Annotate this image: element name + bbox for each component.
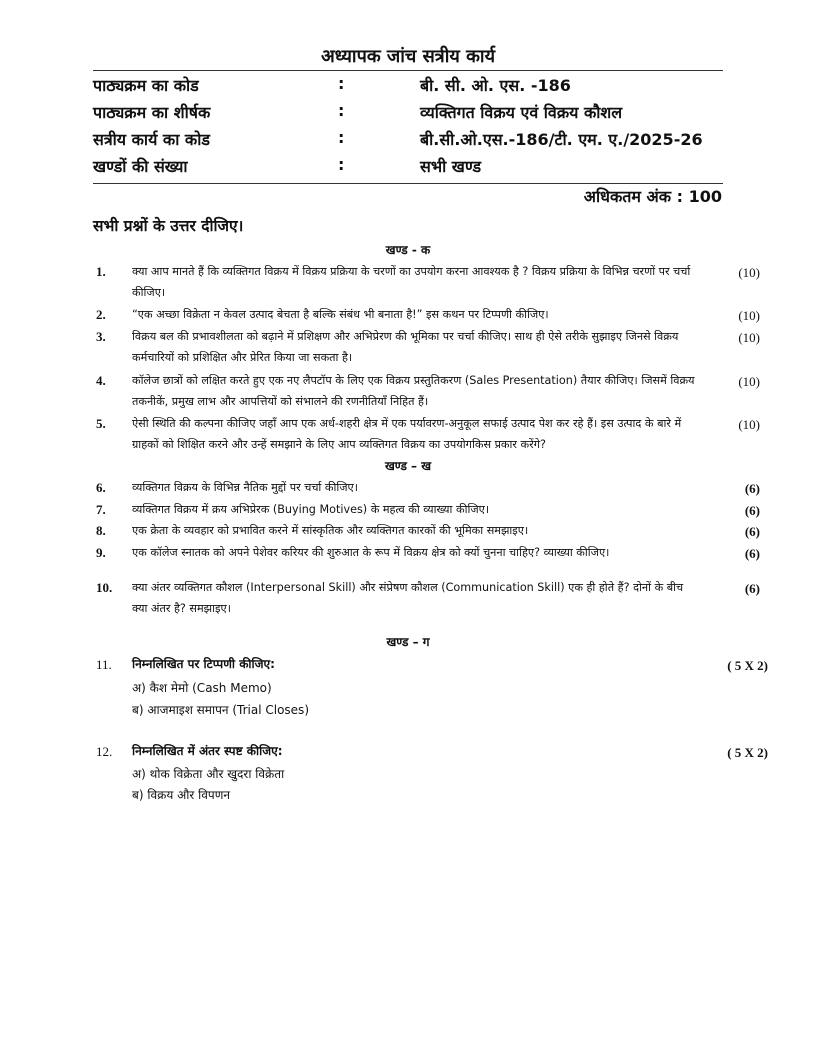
question-marks: (6) [744,524,760,539]
question-marks: (6) [744,546,760,561]
sub-item: ब) विक्रय और विपणन [132,788,231,802]
question-number: 1. [96,264,106,279]
question-number: 8. [96,523,106,538]
question-text: ऐसी स्थिति की कल्पना कीजिए जहाँ आप एक अर्ध-शहरी क्षेत्र में एक पर्यावरण-अनुकूल सफाई उत्पाद पेश कर रहे हैं। इस उत्पाद के बारे में ग्राहकों को शिक्षित करने और उन्हें समझाने के लिए आप व्यक्तिगत विक्रय का उपयोगकिस प्रकार करेंगे? [132,417,682,451]
divider-top [93,70,723,71]
question-text: निम्नलिखित पर टिप्पणी कीजिए: [132,657,275,671]
question-text: निम्नलिखित में अंतर स्पष्ट कीजिए: [132,744,283,758]
question-number: 11. [96,657,112,672]
question-marks: (6) [744,581,760,596]
question-text: क्या अंतर व्यक्तिगत कौशल (Interpersonal Skill) और संप्रेषण कौशल (Communication Skill) एक ही होते हैं? दोनों के बीच क्या अंतर है? समझाइए। [132,581,684,615]
meta-row-assignment-code [93,128,723,154]
section-heading-b: खण्ड – ख [384,459,432,473]
question-number: 5. [96,416,106,431]
section-heading-a: खण्ड - क [385,243,431,257]
question-number: 9. [96,545,106,560]
page-title: अध्यापक जांच सत्रीय कार्य [320,46,496,67]
sub-item: ब) आजमाइश समापन (Trial Closes) [132,703,309,717]
question-marks: (10) [738,330,760,345]
sub-item: अ) थोक विक्रेता और खुदरा विक्रेता [132,767,285,781]
question-marks: (10) [738,308,760,323]
question-number: 2. [96,307,106,322]
instruction: सभी प्रश्नों के उत्तर दीजिए। [93,217,244,235]
meta-colon: : [338,101,345,120]
meta-row-course-code [93,74,723,100]
meta-value: सभी खण्ड [420,157,482,176]
meta-value: बी.सी.ओ.एस.-186/टी. एम. ए./2025-26 [420,130,703,149]
question-text: कॉलेज छात्रों को लक्षित करते हुए एक नए लैपटॉप के लिए एक विक्रय प्रस्तुतिकरण (Sales Presentation) तैयार कीजिए। जिसमें विक्रय तकनीकें, प्रमुख लाभ और आपत्तियों को संभालने की रणनीतियाँ निहित हैं। [132,374,695,408]
section-heading-c: खण्ड – ग [386,635,430,649]
question-text: एक क्रेता के व्यवहार को प्रभावित करने में सांस्कृतिक और व्यक्तिगत कारकों की भूमिका समझाइए। [132,524,529,537]
question-number: 3. [96,329,106,344]
question-marks: (10) [738,417,760,432]
question-marks: ( 5 X 2) [727,658,768,673]
question-marks: (10) [738,265,760,280]
meta-row-course-title [93,101,723,127]
question-marks: (6) [744,481,760,496]
question-text: व्यक्तिगत विक्रय के विभिन्न नैतिक मुद्दों पर चर्चा कीजिए। [132,481,358,494]
meta-key: पाठ्यक्रम का कोड [93,76,199,95]
question-text: क्या आप मानते हैं कि व्यक्तिगत विक्रय में विक्रय प्रक्रिया के चरणों का उपयोग करना आवश्यक है ? विक्रय प्रक्रिया के विभिन्न चरणों पर चर्चा कीजिए। [132,265,691,299]
meta-colon: : [338,155,345,174]
question-marks: (6) [744,503,760,518]
meta-value: बी. सी. ओ. एस. -186 [420,76,571,95]
question-text: एक कॉलेज स्नातक को अपने पेशेवर करियर की शुरुआत के रूप में विक्रय क्षेत्र को क्यों चुनना चाहिए? व्याख्या कीजिए। [132,546,610,559]
question-number: 4. [96,373,106,388]
meta-row-blocks [93,155,723,181]
divider-bottom [93,183,723,184]
max-marks: अधिकतम अंक : 100 [583,187,722,206]
question-marks: (10) [738,374,760,389]
question-text: व्यक्तिगत विक्रय में क्रय अभिप्रेरक (Buying Motives) के महत्व की व्याख्या कीजिए। [132,503,490,516]
meta-value: व्यक्तिगत विक्रय एवं विक्रय कौशल [420,103,623,122]
meta-key: खण्डों की संख्या [93,157,188,176]
question-marks: ( 5 X 2) [727,745,768,760]
meta-key: सत्रीय कार्य का कोड [93,130,210,149]
question-text: “एक अच्छा विक्रेता न केवल उत्पाद बेचता है बल्कि संबंध भी बनाता है!” इस कथन पर टिप्पणी कीजिए। [132,308,549,321]
question-number: 10. [96,580,113,595]
question-number: 6. [96,480,106,495]
sub-item: अ) कैश मेमो (Cash Memo) [132,681,272,695]
question-text: विक्रय बल की प्रभावशीलता को बढ़ाने में प्रशिक्षण और अभिप्रेरण की भूमिका पर चर्चा कीजिए। साथ ही ऐसे तरीके सुझाइए जिनसे विक्रय कर्मचारियों को प्रशिक्षित और प्रेरित किया जा सकता है। [132,330,679,364]
meta-colon: : [338,128,345,147]
meta-key: पाठ्यक्रम का शीर्षक [93,103,211,122]
question-number: 12. [96,744,113,759]
question-number: 7. [96,502,106,517]
meta-colon: : [338,74,345,93]
